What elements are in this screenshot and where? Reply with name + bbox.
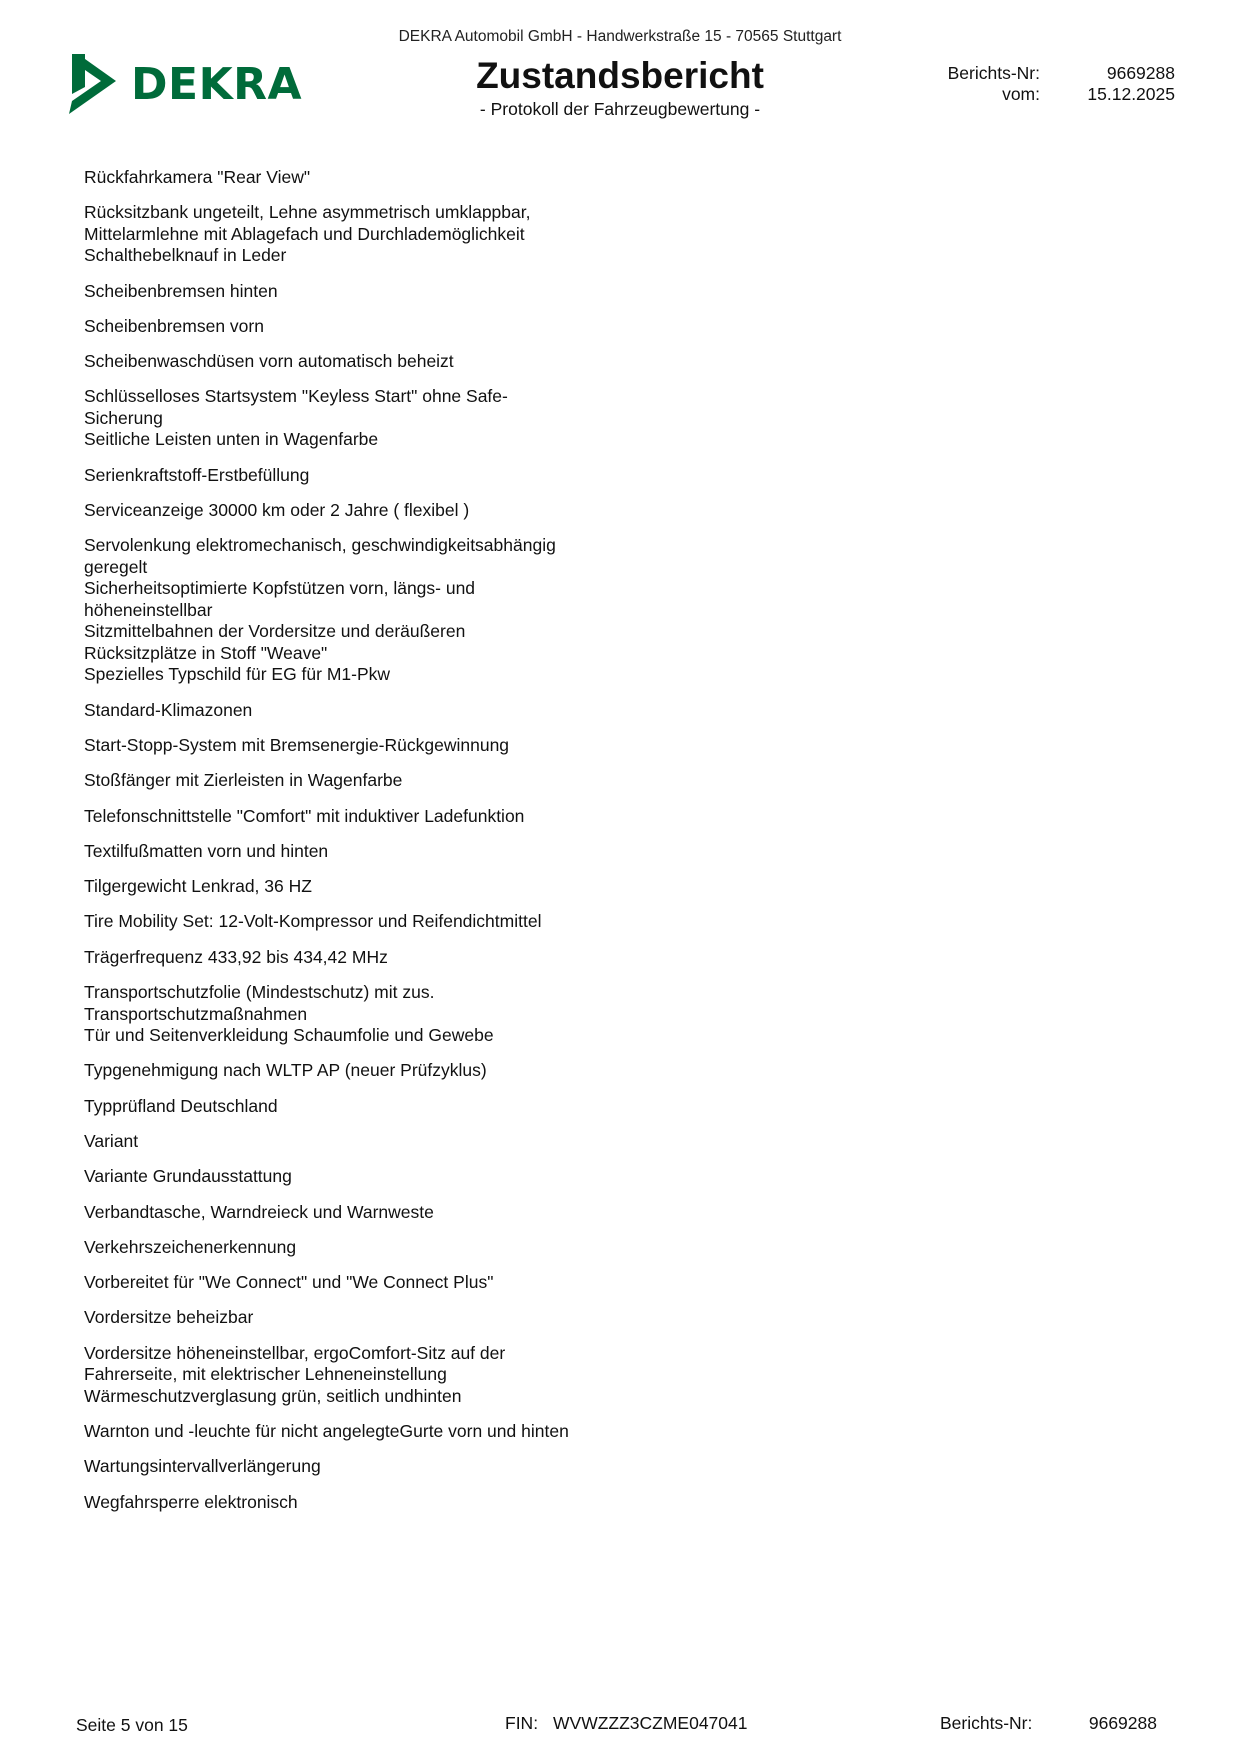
page-title: Zustandsbericht [476,55,764,96]
company-address: DEKRA Automobil GmbH - Handwerkstraße 15 - 70565 Stuttgart [398,28,842,45]
report-meta [930,63,1175,105]
equipment-item: Telefonschnittstelle "Comfort" mit induktiver Ladefunktion [84,805,525,826]
equipment-list [84,167,644,1527]
equipment-item: Schlüsselloses Startsystem "Keyless Start" ohne Safe- Sicherung [84,386,508,428]
report-date-row [930,84,1175,105]
equipment-item: Serviceanzeige 30000 km oder 2 Jahre ( flexibel ) [84,500,470,521]
equipment-item: Verbandtasche, Warndreieck und Warnweste [84,1201,434,1222]
equipment-item: Tire Mobility Set: 12-Volt-Kompressor und Reifendichtmittel [84,911,542,932]
equipment-item: Warnton und -leuchte für nicht angelegteGurte vorn und hinten [84,1421,569,1442]
footer-report-number-value: 9669288 [1088,1713,1157,1733]
fin-label: FIN: [505,1713,539,1733]
footer-report-number-label: Berichts-Nr: [940,1713,1033,1733]
equipment-item: Wartungsintervallverlängerung [84,1456,321,1477]
report-number-value: 9669288 [1106,63,1175,83]
equipment-item: Variante Grundausstattung [84,1166,292,1187]
equipment-item: Vorbereitet für "We Connect" und "We Connect Plus" [84,1272,494,1293]
equipment-item: Typgenehmigung nach WLTP AP (neuer Prüfzyklus) [84,1060,487,1081]
equipment-item: Scheibenbremsen vorn [84,315,264,336]
equipment-item: Verkehrszeichenerkennung [84,1236,297,1257]
report-number-row [930,63,1175,84]
report-date-label: vom: [1002,84,1040,104]
dekra-arrow-logo-icon [69,54,117,116]
equipment-item: Sicherheitsoptimierte Kopfstützen vorn, längs- und höheneinstellbar [84,578,476,620]
title-block [420,55,820,120]
equipment-item: Stoßfänger mit Zierleisten in Wagenfarbe [84,770,403,791]
equipment-item: Trägerfrequenz 433,92 bis 434,42 MHz [84,946,388,967]
equipment-item: Serienkraftstoff-Erstbefüllung [84,464,310,485]
page-number: Seite 5 von 15 [76,1715,188,1735]
equipment-item: Scheibenbremsen hinten [84,280,278,301]
equipment-item: Variant [84,1130,139,1151]
equipment-item: Vordersitze beheizbar [84,1307,254,1328]
equipment-item: Spezielles Typschild für EG für M1-Pkw [84,664,391,685]
equipment-item: Schalthebelknauf in Leder [84,245,287,266]
equipment-item: Sitzmittelbahnen der Vordersitze und deräußeren Rücksitzplätze in Stoff "Weave" [84,621,466,663]
equipment-item: Start-Stopp-System mit Bremsenergie-Rückgewinnung [84,734,510,755]
report-date-value: 15.12.2025 [1087,84,1175,104]
equipment-item: Tilgergewicht Lenkrad, 36 HZ [84,876,312,897]
page-footer [0,1713,1240,1739]
page-subtitle: - Protokoll der Fahrzeugbewertung - [479,99,761,119]
equipment-item: Transportschutzfolie (Mindestschutz) mit zus. Transportschutzmaßnahmen [84,982,435,1024]
equipment-item: Standard-Klimazonen [84,699,253,720]
equipment-item: Wärmeschutzverglasung grün, seitlich undhinten [84,1385,462,1406]
equipment-item: Tür und Seitenverkleidung Schaumfolie und Gewebe [84,1025,494,1046]
equipment-item: Rücksitzbank ungeteilt, Lehne asymmetrisch umklappbar, Mittelarmlehne mit Ablagefach und Durchlademöglichkeit [84,202,531,244]
fin-value: WVWZZZ3CZME047041 [553,1713,748,1733]
report-number-label: Berichts-Nr: [947,63,1040,83]
equipment-item: Seitliche Leisten unten in Wagenfarbe [84,429,379,450]
logo-text: DEKRA [131,59,303,110]
equipment-item: Servolenkung elektromechanisch, geschwindigkeitsabhängig geregelt [84,535,556,577]
equipment-item: Scheibenwaschdüsen vorn automatisch beheizt [84,351,454,372]
equipment-item: Typprüfland Deutschland [84,1095,278,1116]
equipment-item: Vordersitze höheneinstellbar, ergoComfort-Sitz auf der Fahrerseite, mit elektrischer Lehneneinstellung [84,1342,506,1385]
equipment-item: Wegfahrsperre elektronisch [84,1491,298,1512]
dekra-logo [69,54,303,116]
equipment-item: Textilfußmatten vorn und hinten [84,840,329,861]
equipment-item: Rückfahrkamera "Rear View" [84,167,311,187]
